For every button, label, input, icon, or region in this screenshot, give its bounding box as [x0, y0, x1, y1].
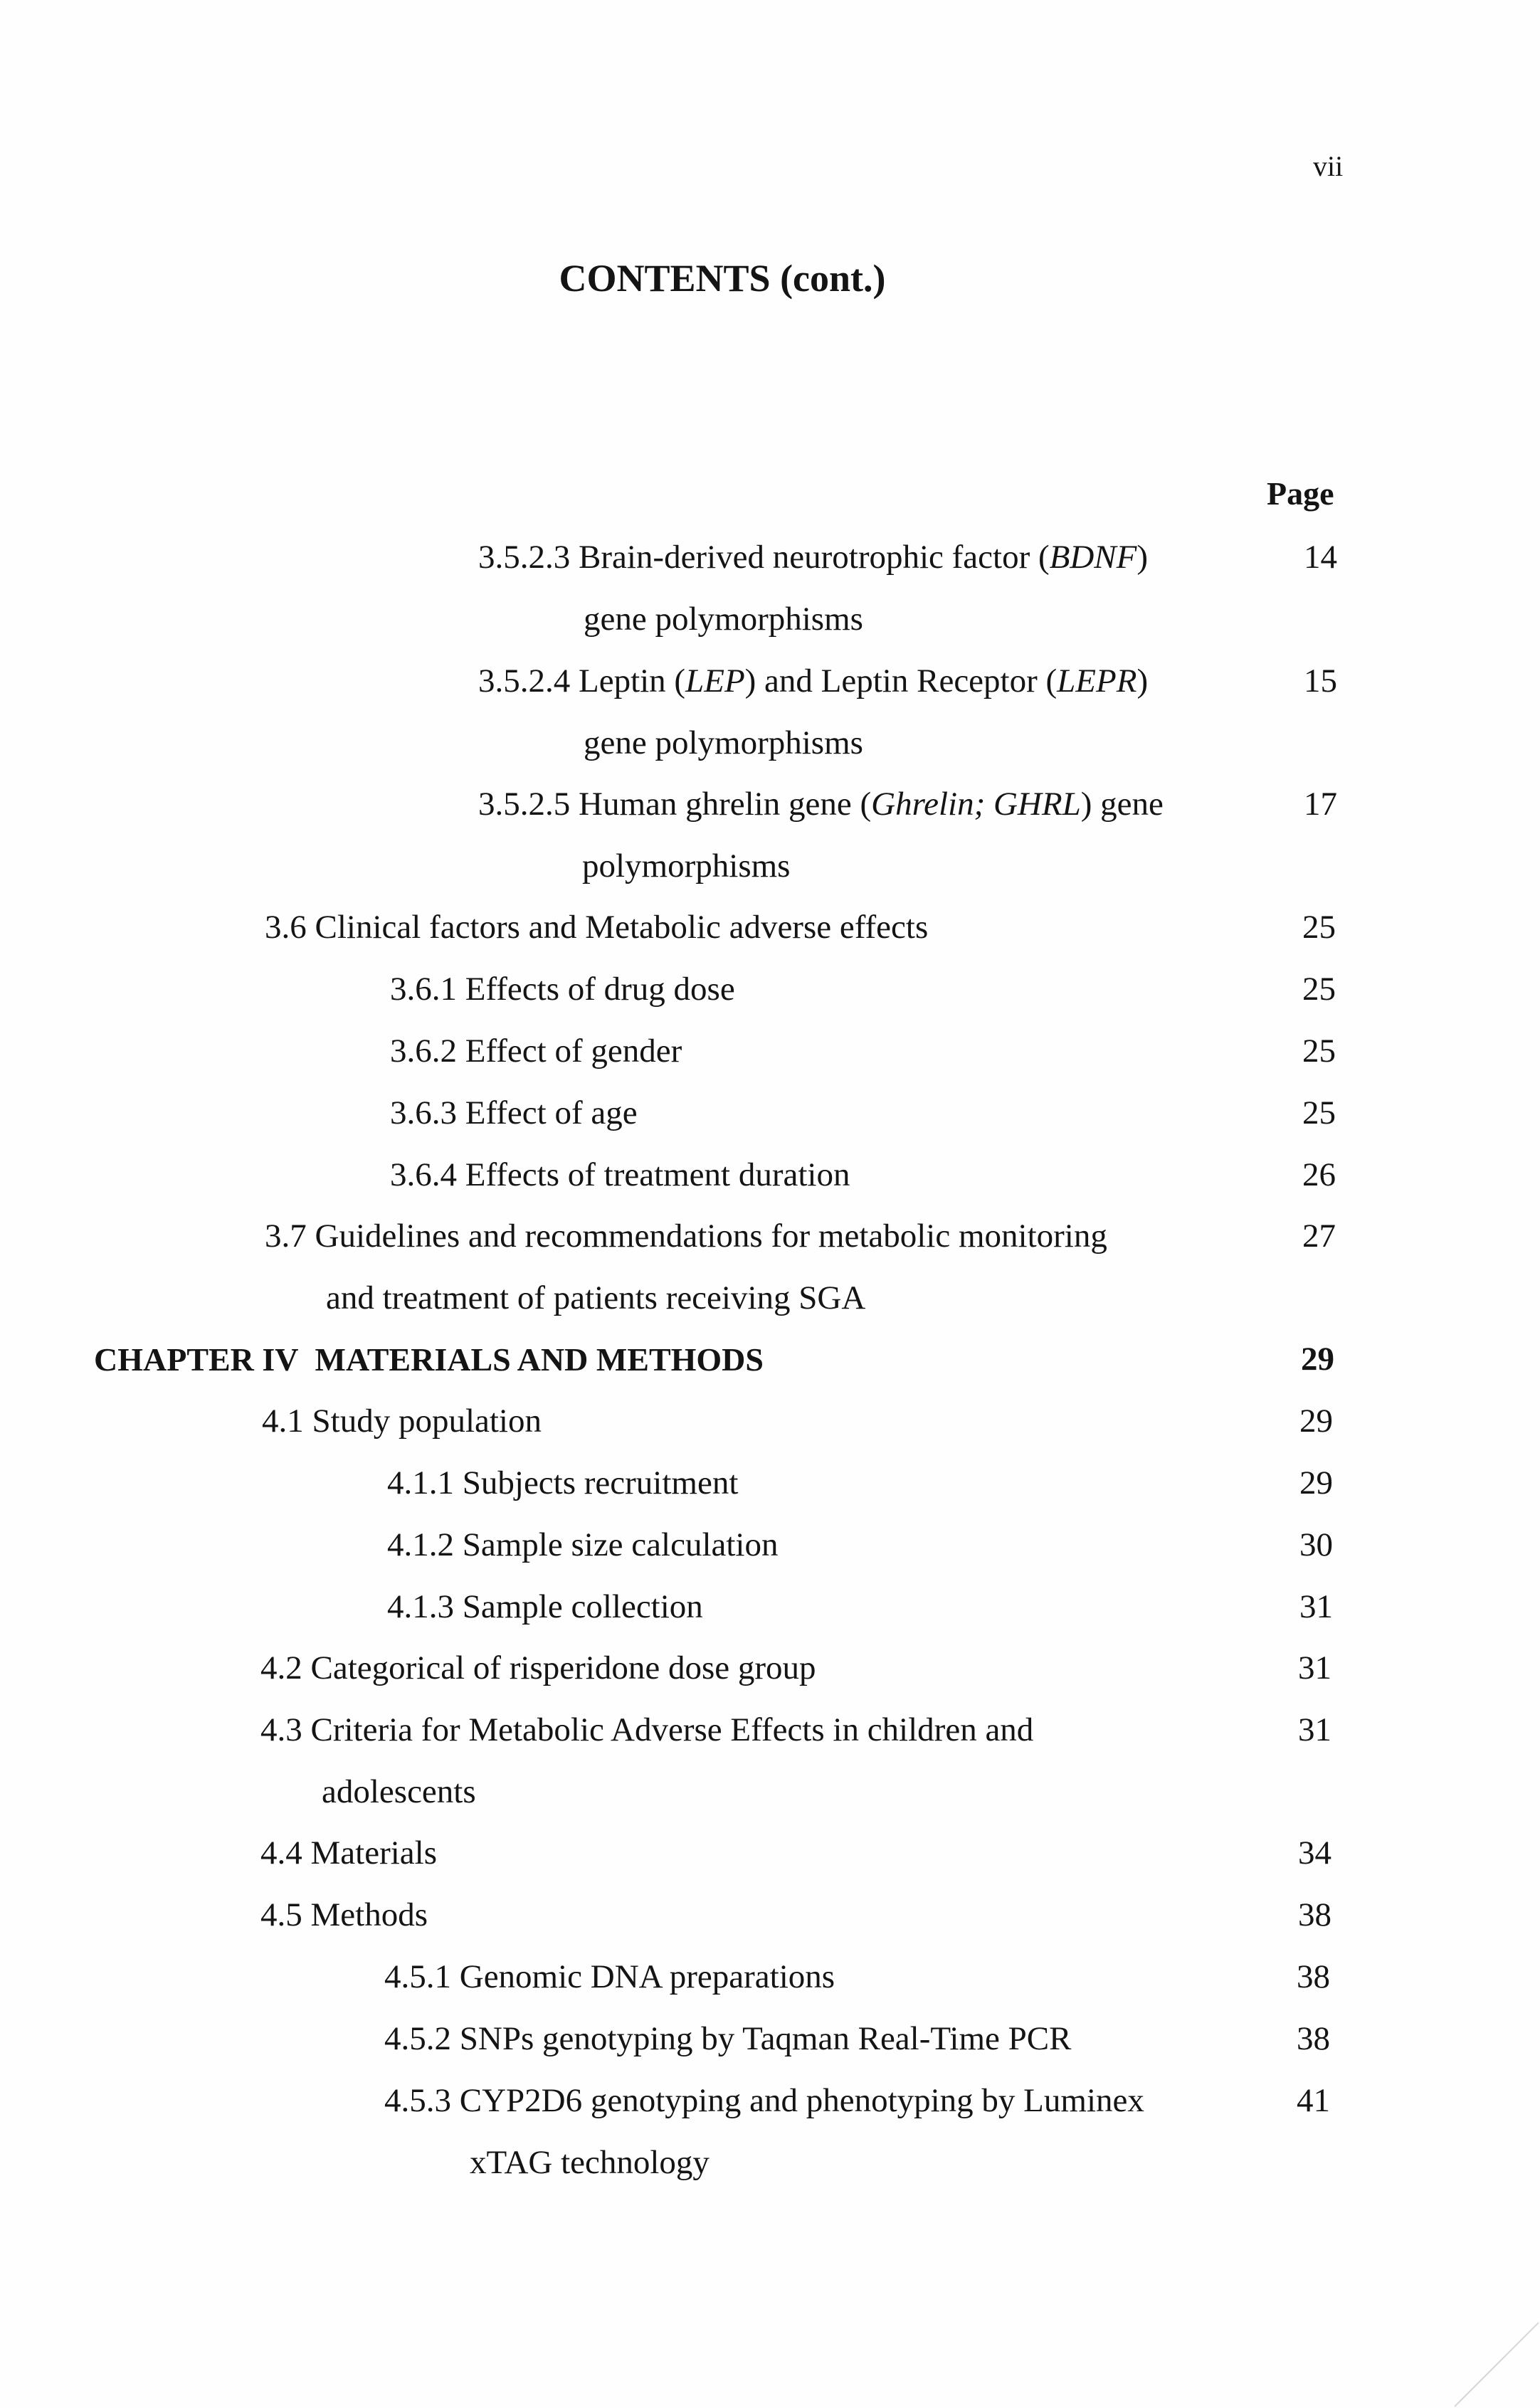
entry-number: 4.5.1 — [384, 1958, 451, 1995]
entry-page-number: 30 — [1299, 1526, 1333, 1563]
toc-entry-4-1-3 — [387, 1576, 703, 1638]
page-number: vii — [1313, 150, 1344, 182]
entry-text: Guidelines and recommendations for metabolic monitoring — [315, 1218, 1107, 1255]
entry-text: Genomic DNA preparations — [459, 1958, 835, 1995]
toc-entry-continuation: adolescents — [322, 1773, 476, 1810]
entry-number: 4.1.1 — [387, 1464, 454, 1501]
entry-page-number: 29 — [1301, 1341, 1334, 1378]
toc-entry-continuation: gene polymorphisms — [584, 601, 863, 638]
toc-entry-3-6-3 — [390, 1082, 638, 1144]
entry-number: 4.4 — [260, 1834, 302, 1871]
entry-number: 3.6 — [265, 909, 307, 946]
toc-entry-3-5-2-4 — [478, 650, 1148, 712]
entry-page-number: 38 — [1298, 1896, 1331, 1933]
toc-entry-3-7 — [265, 1205, 1107, 1267]
entry-text: Categorical of risperidone dose group — [310, 1649, 816, 1686]
toc-entry-4-5-2 — [384, 2008, 1072, 2070]
toc-entry-continuation: xTAG technology — [470, 2144, 710, 2181]
entry-text: Methods — [310, 1896, 428, 1933]
toc-entry-4-5 — [260, 1884, 428, 1946]
entry-text: SNPs genotyping by Taqman Real-Time PCR — [459, 2020, 1072, 2057]
page-corner-fold — [1440, 2308, 1540, 2408]
page-column-header: Page — [1267, 475, 1334, 512]
entry-page-number: 29 — [1299, 1464, 1333, 1501]
entry-number: 4.5 — [260, 1896, 302, 1933]
entry-page-number: 14 — [1304, 539, 1337, 576]
toc-entry-4-3 — [260, 1699, 1033, 1761]
entry-text: Sample collection — [462, 1588, 703, 1625]
entry-number: 3.6.2 — [390, 1033, 457, 1070]
toc-entry-3-6 — [265, 897, 928, 959]
toc-chapter-4 — [94, 1329, 764, 1390]
entry-text: Sample size calculation — [462, 1526, 779, 1563]
entry-text: Materials — [310, 1834, 437, 1871]
entry-number: 4.5.3 — [384, 2082, 451, 2119]
entry-page-number: 29 — [1299, 1403, 1333, 1440]
toc-entry-4-1 — [262, 1390, 542, 1452]
entry-number: 4.1 — [262, 1403, 304, 1440]
toc-entry-3-6-1 — [390, 959, 735, 1020]
entry-page-number: 25 — [1302, 1094, 1336, 1131]
entry-text: Human ghrelin gene (Ghrelin; GHRL) gene — [579, 786, 1164, 823]
entry-page-number: 25 — [1302, 1033, 1336, 1070]
entry-page-number: 31 — [1299, 1588, 1333, 1625]
entry-page-number: 41 — [1297, 2082, 1330, 2119]
entry-text: Criteria for Metabolic Adverse Effects in children and — [310, 1711, 1034, 1748]
entry-number: 3.5.2.4 — [478, 662, 571, 699]
toc-entry-3-5-2-3 — [478, 527, 1148, 588]
entry-number: 4.1.2 — [387, 1526, 454, 1563]
entry-number: 3.7 — [265, 1218, 307, 1255]
toc-entry-4-4 — [260, 1822, 437, 1884]
entry-page-number: 25 — [1302, 971, 1336, 1008]
entry-text: Clinical factors and Metabolic adverse effects — [315, 909, 929, 946]
entry-text: Effects of treatment duration — [465, 1156, 850, 1193]
entry-page-number: 31 — [1298, 1711, 1331, 1748]
entry-number: 4.1.3 — [387, 1588, 454, 1625]
entry-page-number: 31 — [1298, 1649, 1331, 1686]
toc-entry-continuation: gene polymorphisms — [584, 724, 863, 761]
entry-number: 3.5.2.3 — [478, 539, 571, 576]
entry-text: Effect of age — [465, 1094, 638, 1131]
entry-number: 3.5.2.5 — [478, 786, 571, 823]
entry-text: Effects of drug dose — [465, 971, 735, 1008]
toc-entry-4-5-3 — [384, 2070, 1144, 2132]
toc-entry-continuation: polymorphisms — [582, 847, 791, 884]
toc-entry-3-6-2 — [390, 1020, 682, 1082]
entry-number: 3.6.3 — [390, 1094, 457, 1131]
entry-page-number: 17 — [1304, 786, 1337, 823]
entry-text: Subjects recruitment — [462, 1464, 739, 1501]
entry-page-number: 38 — [1297, 1958, 1330, 1995]
entry-number: 4.2 — [260, 1649, 302, 1686]
entry-page-number: 15 — [1304, 662, 1337, 699]
entry-number: 4.5.2 — [384, 2020, 451, 2057]
toc-entry-3-5-2-5 — [478, 773, 1164, 835]
toc-entry-continuation: and treatment of patients receiving SGA — [326, 1279, 866, 1316]
entry-text: Effect of gender — [465, 1033, 682, 1070]
entry-text: CYP2D6 genotyping and phenotyping by Luminex — [459, 2082, 1144, 2119]
entry-number: 4.3 — [260, 1711, 302, 1748]
entry-number: 3.6.1 — [390, 971, 457, 1008]
entry-page-number: 38 — [1297, 2020, 1330, 2057]
entry-text: Study population — [312, 1403, 542, 1440]
entry-page-number: 26 — [1302, 1156, 1336, 1193]
chapter-number: CHAPTER IV — [94, 1341, 299, 1378]
toc-entry-4-5-1 — [384, 1946, 835, 2008]
entry-text: Brain-derived neurotrophic factor (BDNF) — [579, 539, 1149, 576]
entry-page-number: 34 — [1298, 1834, 1331, 1871]
chapter-title: MATERIALS AND METHODS — [315, 1341, 764, 1378]
toc-entry-4-1-2 — [387, 1514, 778, 1576]
entry-text: Leptin (LEP) and Leptin Receptor (LEPR) — [579, 662, 1149, 699]
entry-page-number: 27 — [1302, 1218, 1336, 1255]
toc-entry-3-6-4 — [390, 1144, 850, 1206]
entry-number: 3.6.4 — [390, 1156, 457, 1193]
toc-entry-4-2 — [260, 1637, 816, 1699]
page-title: CONTENTS (cont.) — [559, 257, 886, 300]
entry-page-number: 25 — [1302, 909, 1336, 946]
toc-entry-4-1-1 — [387, 1452, 738, 1514]
